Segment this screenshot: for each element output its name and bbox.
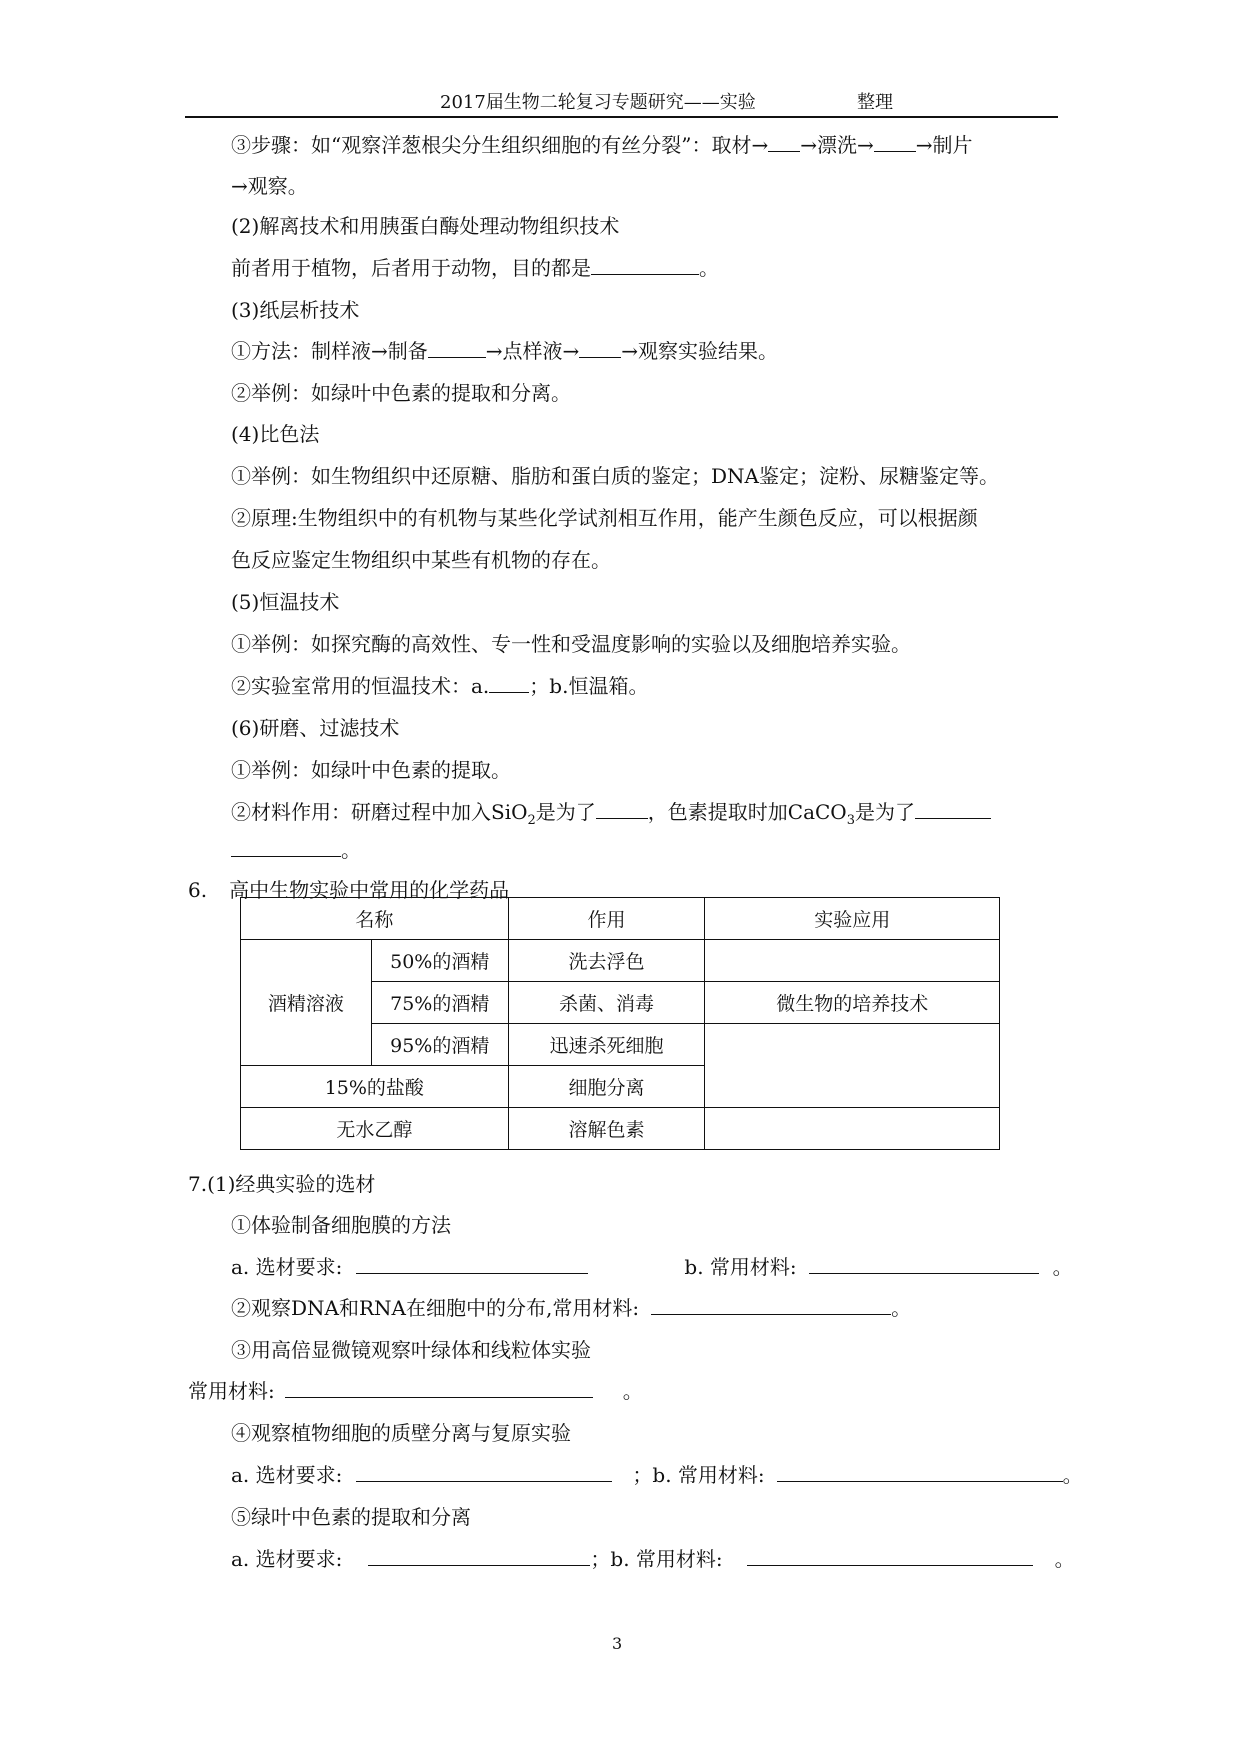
- blank: [768, 133, 800, 152]
- table-cell: [705, 1108, 1000, 1150]
- blank: [874, 133, 916, 152]
- text: a. 选材要求:: [231, 1547, 343, 1571]
- text: 。: [1054, 1547, 1075, 1571]
- blank: [285, 1379, 593, 1398]
- line-example: ①举例：如绿叶中色素的提取。: [231, 758, 511, 782]
- item-1-title: ①体验制备细胞膜的方法: [231, 1213, 451, 1237]
- text: 前者用于植物，后者用于动物，目的都是: [231, 256, 591, 280]
- table-cell: 微生物的培养技术: [705, 982, 1000, 1024]
- text: 是为了: [855, 800, 915, 824]
- item-5-fields: [231, 1545, 1075, 1573]
- item-2: [231, 1294, 911, 1322]
- heading-5: (5)恒温技术: [231, 590, 340, 614]
- chemicals-table: [240, 897, 1000, 1150]
- table-cell: 迅速杀死细胞: [508, 1024, 705, 1066]
- item-3-title: ③用高倍显微镜观察叶绿体和线粒体实验: [231, 1338, 591, 1362]
- text: 。: [1062, 1463, 1083, 1487]
- text: 。: [622, 1379, 643, 1403]
- text: 。: [891, 1296, 912, 1320]
- text: ②实验室常用的恒温技术：a.: [231, 674, 490, 698]
- line-example: ①举例：如探究酶的高效性、专一性和受温度影响的实验以及细胞培养实验。: [231, 632, 911, 656]
- section-number: 6.: [188, 878, 208, 902]
- text: →制片: [915, 133, 973, 157]
- header-title: 2017届生物二轮复习专题研究——实验: [440, 92, 756, 113]
- section-7-title: 7.(1)经典实验的选材: [188, 1172, 376, 1196]
- subscript: 2: [527, 813, 536, 828]
- text: ；b. 常用材料:: [590, 1547, 723, 1571]
- table-cell: 酒精溶液: [241, 940, 372, 1066]
- heading-4: (4)比色法: [231, 422, 320, 446]
- table-cell: 杀菌、消毒: [508, 982, 705, 1024]
- text: ①方法：制样液→制备: [231, 339, 428, 363]
- line-thermostat: [231, 672, 648, 700]
- line-method: [231, 337, 778, 365]
- text: a. 选材要求:: [231, 1255, 343, 1279]
- blank: [777, 1463, 1063, 1482]
- item-4-fields: [231, 1461, 1083, 1489]
- table-row: [241, 1108, 1000, 1150]
- item-1-fields: [231, 1253, 1073, 1281]
- table-row: [241, 898, 1000, 940]
- blank: [489, 674, 529, 693]
- header-right: 整理: [857, 92, 893, 113]
- text: a. 选材要求:: [231, 1463, 343, 1487]
- item-3-field: [188, 1377, 643, 1405]
- header-cell: 名称: [241, 898, 509, 940]
- text: 是为了: [535, 800, 596, 824]
- line-principle: ②原理:生物组织中的有机物与某些化学试剂相互作用，能产生颜色反应，可以根据颜: [231, 506, 978, 530]
- line-observe: →观察。: [231, 174, 308, 198]
- page-number: 3: [612, 1634, 623, 1653]
- table-cell: 95%的酒精: [371, 1024, 508, 1066]
- heading-2: (2)解离技术和用胰蛋白酶处理动物组织技术: [231, 214, 620, 238]
- page-header: [185, 86, 1058, 118]
- text: b. 常用材料:: [684, 1255, 797, 1279]
- blank: [368, 1547, 590, 1566]
- text: 常用材料:: [188, 1379, 275, 1403]
- line-example: ②举例：如绿叶中色素的提取和分离。: [231, 381, 571, 405]
- text: 高中生物实验中常用的化学药品: [229, 878, 510, 902]
- blank: [356, 1255, 588, 1274]
- text: ②观察DNA和RNA在细胞中的分布,常用材料:: [231, 1296, 640, 1320]
- text: 。: [699, 256, 719, 280]
- line-example: ①举例：如生物组织中还原糖、脂肪和蛋白质的鉴定；DNA鉴定；淀粉、尿糖鉴定等。: [231, 464, 999, 488]
- text: ②材料作用：研磨过程中加入SiO: [231, 800, 528, 824]
- header-cell: 作用: [508, 898, 705, 940]
- table-row: [241, 940, 1000, 982]
- text: 。: [1052, 1255, 1073, 1279]
- table-cell: [705, 940, 1000, 982]
- table-cell: 15%的盐酸: [241, 1066, 509, 1108]
- blank: [356, 1463, 612, 1482]
- text: ；b. 常用材料:: [632, 1463, 765, 1487]
- blank: [747, 1547, 1033, 1566]
- text: →漂洗→: [800, 133, 874, 157]
- line-purpose: [231, 254, 719, 282]
- subscript: 3: [846, 813, 855, 828]
- blank: [596, 800, 648, 819]
- table-cell: 50%的酒精: [371, 940, 508, 982]
- table-cell: [705, 1024, 1000, 1108]
- blank: [809, 1255, 1039, 1274]
- blank: [579, 339, 621, 358]
- text: →观察实验结果。: [621, 339, 779, 363]
- text: 。: [341, 838, 361, 862]
- table-cell: 无水乙醇: [241, 1108, 509, 1150]
- line-principle-cont: 色反应鉴定生物组织中某些有机物的存在。: [231, 548, 611, 572]
- table-cell: 75%的酒精: [371, 982, 508, 1024]
- blank: [428, 339, 486, 358]
- line-step: [231, 131, 973, 159]
- blank: [591, 256, 699, 275]
- table-cell: 溶解色素: [508, 1108, 705, 1150]
- table-cell: 洗去浮色: [508, 940, 705, 982]
- item-4-title: ④观察植物细胞的质壁分离与复原实验: [231, 1421, 571, 1445]
- text: ；b.恒温箱。: [529, 674, 649, 698]
- heading-3: (3)纸层析技术: [231, 298, 360, 322]
- heading-6: (6)研磨、过滤技术: [231, 716, 400, 740]
- blank: [651, 1296, 891, 1315]
- blank: [231, 838, 341, 857]
- text: ③步骤：如“观察洋葱根尖分生组织细胞的有丝分裂”：取材→: [231, 133, 769, 157]
- line-material-role: [231, 798, 991, 835]
- text: ，色素提取时加CaCO: [647, 800, 847, 824]
- header-cell: 实验应用: [705, 898, 1000, 940]
- table-cell: 细胞分离: [508, 1066, 705, 1108]
- item-5-title: ⑤绿叶中色素的提取和分离: [231, 1505, 471, 1529]
- blank: [915, 800, 991, 819]
- line-material-cont: [231, 836, 361, 864]
- text: →点样液→: [485, 339, 580, 363]
